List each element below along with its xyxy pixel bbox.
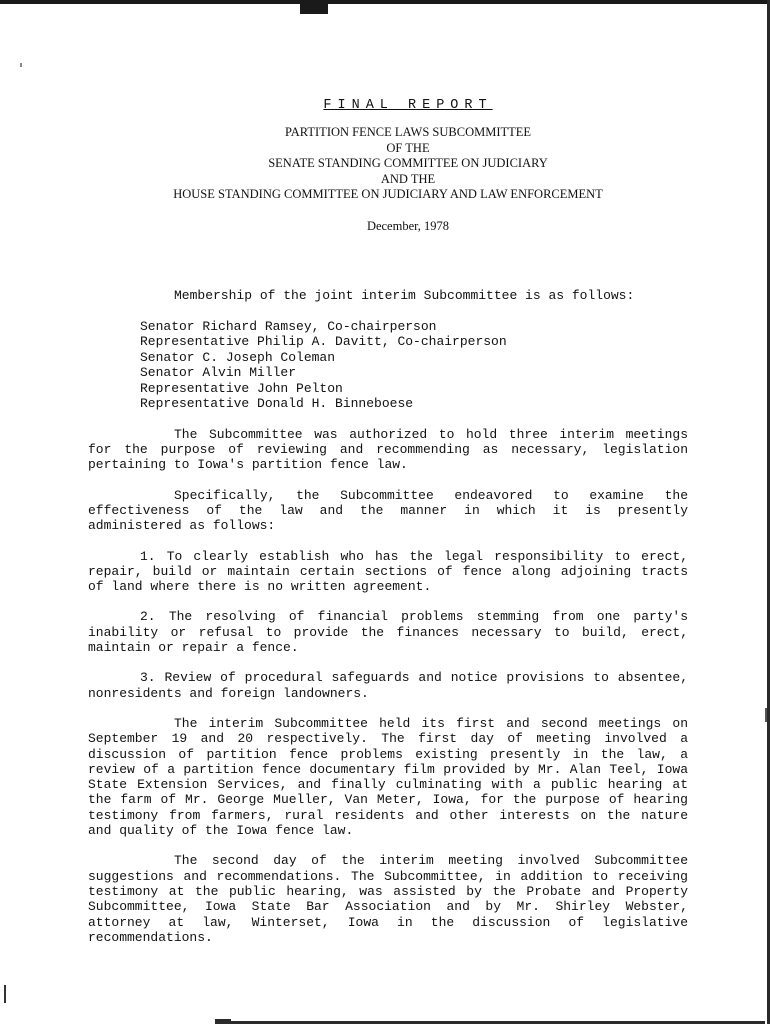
scan-speck: [20, 63, 22, 67]
header-line: HOUSE STANDING COMMITTEE ON JUDICIARY AND LAW ENFORCEMENT: [173, 187, 603, 201]
paragraph-authorized: The Subcommittee was authorized to hold three interim meetings for the purpose of reviewing and recommending as necessary, legislation pertaining to Iowa's partition fence law.: [88, 426, 688, 473]
header-line: OF THE: [386, 140, 430, 155]
header-line: SENATE STANDING COMMITTEE ON JUDICIARY: [268, 156, 548, 170]
report-title: FINAL REPORT: [323, 98, 493, 113]
header-line: AND THE: [380, 171, 436, 186]
header-line: PARTITION FENCE LAWS SUBCOMMITTEE: [284, 125, 532, 139]
report-date: December, 1978: [366, 218, 450, 233]
member: Representative Donald H. Binneboese: [140, 396, 414, 412]
scan-speck: [765, 708, 767, 722]
list-item-3: 3. Review of procedural safeguards and notice provisions to absentee, nonresidents and foreign landowners.: [88, 670, 688, 701]
report-header: [88, 125, 688, 203]
member: Senator Alvin Miller: [140, 365, 297, 381]
list-item-2: 2. The resolving of financial problems stemming from one party's inability or refusal to provide the finances necessary to build, erect, maintain or repair a fence.: [88, 609, 688, 656]
membership-intro: Membership of the joint interim Subcommittee is as follows:: [174, 287, 635, 303]
member: Representative Philip A. Davitt, Co-chairperson: [140, 334, 507, 350]
scan-edge-bottom-mark: [215, 1019, 231, 1021]
scan-edge-top: [0, 0, 770, 4]
member: Representative John Pelton: [140, 380, 343, 396]
paragraph-specifically: Specifically, the Subcommittee endeavored to examine the effectiveness of the law and the manner in which it is presently administered as follows:: [88, 487, 688, 534]
paragraph-meetings: The interim Subcommittee held its first and second meetings on September 19 and 20 respectively. The first day of meeting involved a discussion of partition fence problems existing presently in the law, a review of a partition fence documentary film provided by Mr. Alan Teel, Iowa State Extension Services, and finally culminating with a public hearing at the farm of Mr. George Mueller, Van Meter, Iowa, for the purpose of hearing testimony from farmers, rural residents and other interests on the nature and quality of the Iowa fence law.: [88, 715, 688, 839]
document-page: [88, 98, 688, 945]
list-item-1: 1. To clearly establish who has the legal responsibility to erect, repair, build or maintain certain sections of fence along adjoining tracts of land where there is no written agreement.: [88, 548, 688, 595]
member-list: [140, 319, 688, 412]
scan-notch: [300, 0, 328, 14]
member: Senator C. Joseph Coleman: [140, 349, 336, 365]
member: Senator Richard Ramsey, Co-chairperson: [140, 318, 437, 334]
paragraph-second-day: The second day of the interim meeting involved Subcommittee suggestions and recommendations. The Subcommittee, in addition to receiving testimony at the public hearing, was assisted by the Probate and Property Subcommittee, Iowa State Bar Association and by Mr. Shirley Webster, attorney at law, Winterset, Iowa in the discussion of legislative recommendations.: [88, 853, 688, 945]
scan-edge-left: [4, 985, 6, 1003]
